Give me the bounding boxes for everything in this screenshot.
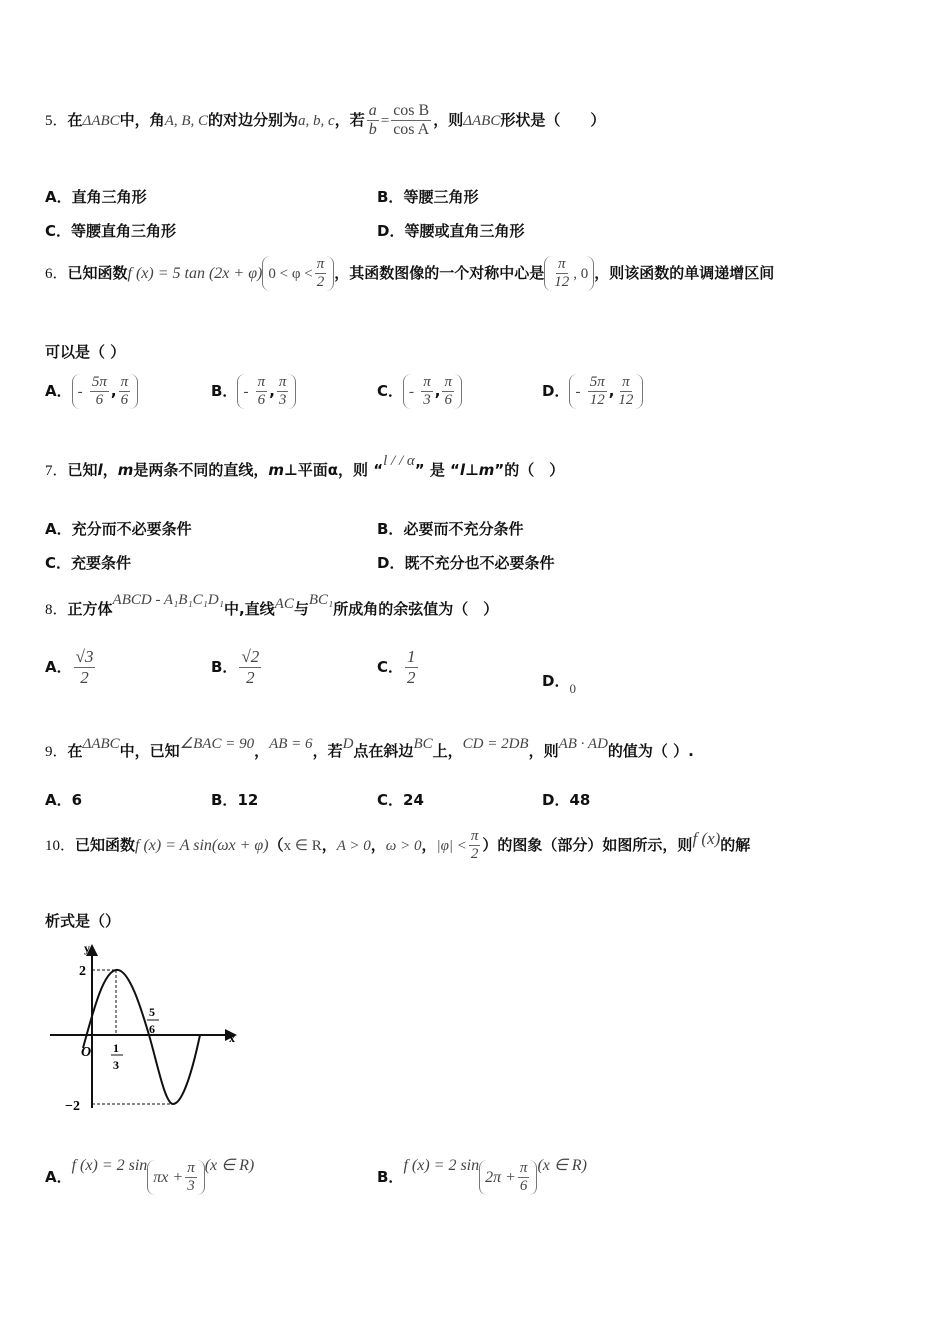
x-axis-label: x	[229, 1031, 235, 1045]
q6-option-c[interactable]: C． - $\frac{\pi}{3}$ , $\frac{\pi}{6}$	[377, 374, 462, 409]
q6-condition: 0 < φ < $\frac{\pi}{2}$	[262, 256, 334, 291]
q8-cube: ABCD - A₁B₁C₁D₁	[112, 592, 224, 608]
sine-curve	[83, 970, 200, 1104]
q8-option-a[interactable]: A． $\frac{√3}{2}$	[45, 647, 94, 687]
q5-option-d[interactable]: D．等腰或直角三角形	[377, 222, 525, 240]
q5-option-c[interactable]: C．等腰直角三角形	[45, 222, 177, 240]
q9-number: 9．	[45, 744, 68, 760]
q5-fraction-ab: $\frac{a}{b}$	[368, 102, 377, 138]
x-zero-num: 5	[149, 1005, 155, 1019]
q7-stem: 7．已知l，m是两条不同的直线，m⊥平面α，则 “l / / α” 是 “l⊥m”的（ ）	[45, 453, 565, 479]
q6-stem-line2: 可以是（ ）	[45, 343, 126, 361]
x-zero-den: 6	[149, 1022, 155, 1036]
q5-fraction-cos: $\frac{\text{cos B}}{\text{cos A}}$	[393, 102, 430, 138]
x-peak-den: 3	[113, 1058, 119, 1072]
q6-option-a[interactable]: A． - $\frac{5\pi}{6}$ , $\frac{\pi}{6}$	[45, 374, 138, 409]
q9-option-b[interactable]: B．12	[211, 791, 259, 809]
y-min-label: −2	[65, 1099, 80, 1114]
q8-option-b[interactable]: B． $\frac{√2}{2}$	[211, 647, 260, 687]
q6-option-d[interactable]: D． - $\frac{5\pi}{12}$ , $\frac{\pi}{12}$	[542, 374, 643, 409]
q7-parallel: l / / α	[383, 453, 415, 469]
q5-stem: 5．在ΔABC中，角A, B, C的对边分别为a, b, c，若 $\frac{a}{b}$ = $\frac{\text{cos B}}{\text{cos A}}$ ，则ΔABC形状是（ ）	[45, 102, 606, 138]
q8-stem: 8．正方体ABCD - A₁B₁C₁D₁中,直线AC与BC₁所成角的余弦值为（ ）	[45, 592, 499, 618]
q10-option-b[interactable]: B．f (x) = 2 sin2π + $\frac{\pi}{6}$ (x ∈ R)	[377, 1156, 587, 1194]
q8-option-c[interactable]: C． $\frac{1}{2}$	[377, 647, 416, 687]
q8-number: 8．	[45, 602, 68, 618]
q10-option-a[interactable]: A．f (x) = 2 sinπx + $\frac{\pi}{3}$ (x ∈ R)	[45, 1156, 255, 1194]
q6-number: 6．	[45, 265, 68, 282]
origin-label: O	[81, 1045, 92, 1060]
q5-option-a[interactable]: A．直角三角形	[45, 188, 147, 206]
q7-option-b[interactable]: B．必要而不充分条件	[377, 520, 524, 538]
q7-option-c[interactable]: C．充要条件	[45, 554, 132, 572]
q6-stem: 6．已知函数f (x) = 5 tan (2x + φ) 0 < φ < $\frac{\pi}{2}$ ，其函数图像的一个对称中心是 $\frac{\pi}{12}$ , 0 ，则该函数的单调递增区间	[45, 256, 775, 290]
q10-number: 10．	[45, 837, 76, 854]
q5-number: 5．	[45, 112, 68, 129]
q6-function: f (x) = 5 tan (2x + φ)	[127, 264, 263, 282]
q10-stem: 10．已知函数f (x) = A sin(ωx + φ)（x ∈ R，A > 0，ω > 0，|φ| < $\frac{\pi}{2}$ ）的图象（部分）如图所示，则f (x)的解	[45, 828, 751, 862]
q9-option-c[interactable]: C．24	[377, 791, 424, 809]
q10-stem-line2: 析式是（）	[45, 912, 121, 930]
q5-sides: a, b, c	[298, 112, 335, 129]
x-peak-num: 1	[113, 1041, 119, 1055]
q6-option-b[interactable]: B． - $\frac{\pi}{6}$ , $\frac{\pi}{3}$	[211, 374, 296, 409]
q10-graph	[45, 938, 250, 1118]
q9-stem: 9．在ΔABC中，已知∠BAC = 90，AB = 6，若D点在斜边BC上，CD = 2DB，则AB · AD的值为（ ）.	[45, 736, 694, 760]
q8-option-d[interactable]: D．0	[542, 672, 576, 696]
q5-triangle: ΔABC	[82, 112, 120, 129]
q7-number: 7．	[45, 463, 68, 479]
q6-center: $\frac{\pi}{12}$ , 0	[544, 256, 594, 291]
q9-option-a[interactable]: A．6	[45, 791, 83, 809]
q5-angles: A, B, C	[164, 112, 209, 129]
q7-option-d[interactable]: D．既不充分也不必要条件	[377, 554, 555, 572]
y-max-label: 2	[79, 964, 86, 979]
q7-option-a[interactable]: A．充分而不必要条件	[45, 520, 192, 538]
q9-option-d[interactable]: D．48	[542, 791, 591, 809]
q5-option-b[interactable]: B．等腰三角形	[377, 188, 479, 206]
y-axis-label: y	[84, 941, 90, 955]
